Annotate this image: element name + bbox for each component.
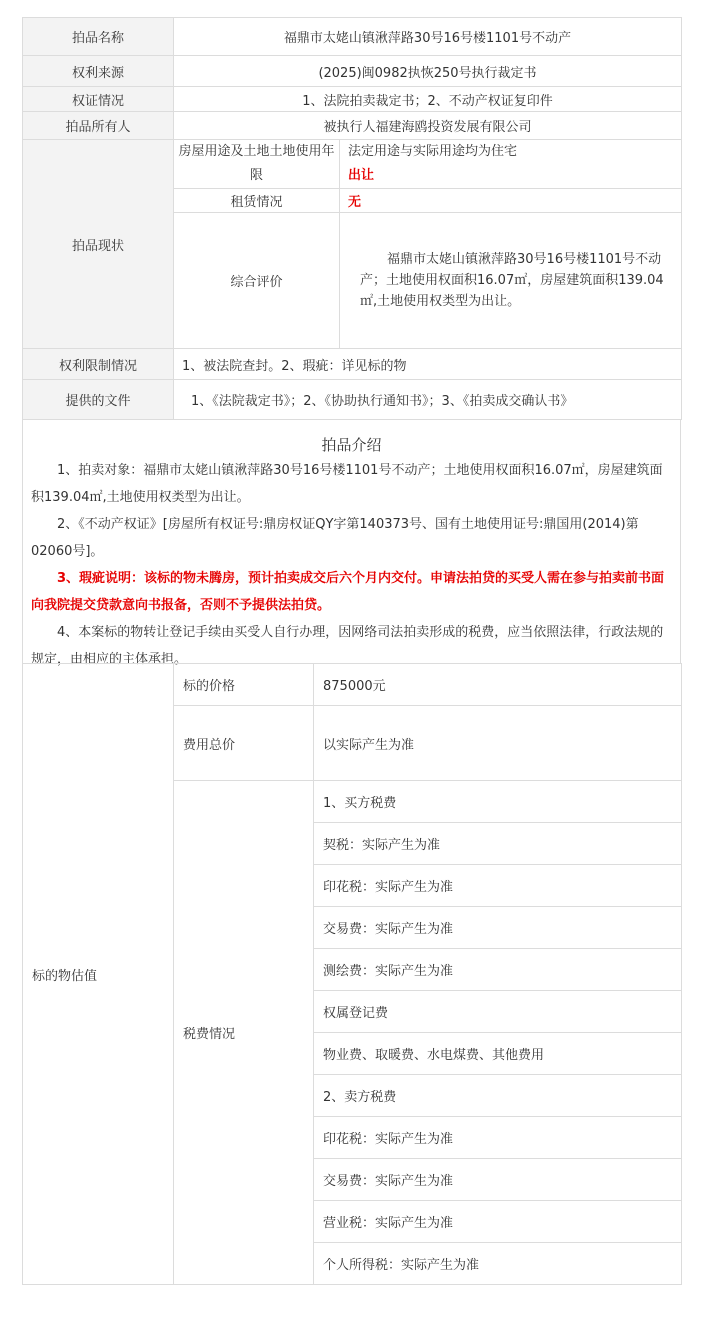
comment-label: 综合评价	[174, 213, 340, 349]
valuation-label: 标的物估值	[23, 664, 174, 1285]
intro-title: 拍品介绍	[321, 436, 382, 454]
tax-label: 税费情况	[174, 781, 314, 1285]
certificate-status-value: 1、法院拍卖裁定书；2、不动产权证复印件	[174, 87, 682, 112]
intro-paragraph-2: 2、《不动产权证》[房屋所有权证号:鼎房权证QY字第140373号、国有土地使用证号:鼎国用(2014)第02060号]。	[31, 517, 639, 559]
owner-label: 拍品所有人	[23, 112, 174, 140]
tax-row: 交易费：实际产生为准	[314, 1159, 682, 1201]
usage-cell	[340, 140, 682, 189]
restriction-label: 权利限制情况	[23, 349, 174, 380]
term-value: 出让	[348, 168, 375, 183]
tax-row: 1、买方税费	[314, 781, 682, 823]
rights-source-value: (2025)闽0982执恢250号执行裁定书	[174, 56, 682, 87]
lease-value: 无	[340, 189, 682, 213]
tax-row: 营业税：实际产生为准	[314, 1201, 682, 1243]
tax-row: 契税：实际产生为准	[314, 823, 682, 865]
cost-label: 费用总价	[174, 706, 314, 781]
tax-row: 印花税：实际产生为准	[314, 1117, 682, 1159]
price-value: 875000元	[314, 664, 682, 706]
intro-defect-notice: 3、瑕疵说明：该标的物未腾房，预计拍卖成交后六个月内交付。申请法拍贷的买受人需在参与拍卖前书面向我院提交贷款意向书报备，否则不予提供法拍贷。	[31, 571, 665, 613]
tax-row: 权属登记费	[314, 991, 682, 1033]
status-label: 拍品现状	[23, 140, 174, 349]
auction-intro	[22, 420, 681, 667]
auction-info-table	[22, 17, 682, 420]
item-name-label: 拍品名称	[23, 18, 174, 56]
tax-row: 交易费：实际产生为准	[314, 907, 682, 949]
item-name-value: 福鼎市太姥山镇湫萍路30号16号楼1101号不动产	[174, 18, 682, 56]
comment-value: 福鼎市太姥山镇湫萍路30号16号楼1101号不动产；土地使用权面积16.07㎡，房屋建筑面积139.04㎡,土地使用权类型为出让。	[340, 213, 682, 349]
documents-value: 1、《法院裁定书》；2、《协助执行通知书》；3、《拍卖成交确认书》	[174, 380, 682, 420]
valuation-table	[22, 663, 682, 1285]
rights-source-label: 权利来源	[23, 56, 174, 87]
intro-paragraph-4: 4、本案标的物转让登记手续由买受人自行办理，因网络司法拍卖形成的税费，应当依照法律，行政法规的规定，由相应的主体承担。	[31, 625, 664, 667]
usage-value: 法定用途与实际用途均为住宅	[348, 144, 518, 159]
tax-row: 测绘费：实际产生为准	[314, 949, 682, 991]
tax-row: 印花税：实际产生为准	[314, 865, 682, 907]
tax-row: 2、卖方税费	[314, 1075, 682, 1117]
certificate-status-label: 权证情况	[23, 87, 174, 112]
tax-row: 物业费、取暖费、水电煤费、其他费用	[314, 1033, 682, 1075]
intro-paragraph-1: 1、拍卖对象：福鼎市太姥山镇湫萍路30号16号楼1101号不动产；土地使用权面积16.07㎡，房屋建筑面积139.04㎡,土地使用权类型为出让。	[31, 463, 663, 505]
restriction-value: 1、被法院查封。2、瑕疵：详见标的物	[174, 349, 682, 380]
cost-value: 以实际产生为准	[314, 706, 682, 781]
owner-value: 被执行人福建海鸥投资发展有限公司	[174, 112, 682, 140]
tax-row: 个人所得税：实际产生为准	[314, 1243, 682, 1285]
lease-label: 租赁情况	[174, 189, 340, 213]
price-label: 标的价格	[174, 664, 314, 706]
usage-label: 房屋用途及土地土地使用年限	[174, 140, 340, 189]
documents-label: 提供的文件	[23, 380, 174, 420]
